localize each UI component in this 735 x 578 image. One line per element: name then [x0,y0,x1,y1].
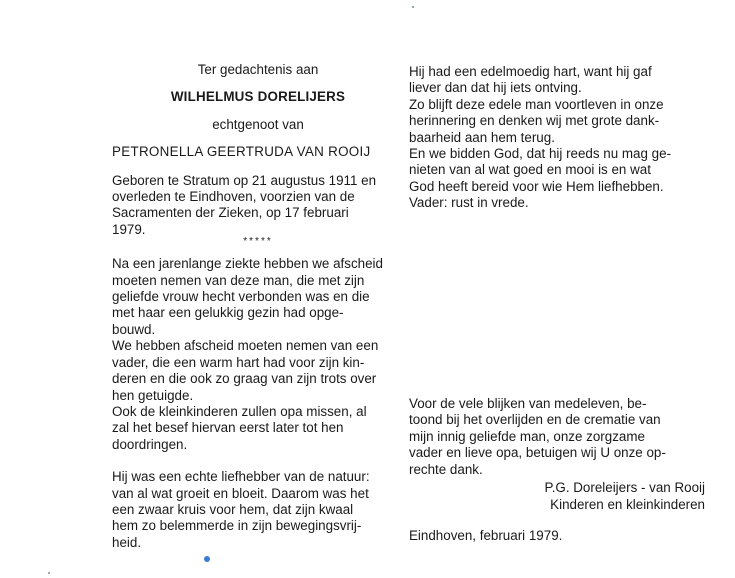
text-line: mijn innig geliefde man, onze zorgzame [409,428,645,444]
text-line: rechte dank. [409,461,483,477]
text-line: Zo blijft deze edele man voortleven in onze [409,96,664,112]
text-line: doordringen. [112,436,188,452]
text-line: Geboren te Stratum op 21 augustus 1911 en [112,172,377,188]
thanks-paragraph [409,396,705,478]
place-date: Eindhoven, februari 1979. [409,528,563,543]
text-line: geliefde vrouw hecht verbonden was en die [112,289,370,305]
text-line: van al wat groeit en bloeit. Daarom was het [112,485,369,501]
paper-speck [48,572,50,574]
left-column [112,62,404,551]
text-line: Voor de vele blijken van medeleven, be- [409,396,647,411]
signature-block [409,479,705,513]
text-line: liever dan dat hij iets ontving. [409,80,582,96]
text-line: Hij had een edelmoedig hart, want hij gaf [409,64,652,79]
text-line: hen getuigde. [112,387,194,403]
text-line: We hebben afscheid moeten nemen van een [112,338,379,354]
deceased-name: WILHELMUS DORELIJERS [170,89,346,105]
birth-death-paragraph [112,173,404,239]
nature-paragraph [112,469,404,551]
text-line: toond bij het overlijden en de crematie van [409,412,661,428]
text-line: met haar een gelukkig gezin had opge- [112,305,344,321]
spouse-name: PETRONELLA GEERTRUDA VAN ROOIJ [112,144,371,160]
text-line: Sacramenten der Zieken, op 17 februari [112,205,349,221]
text-line: hem zo belemmerde in zijn bewegingsvrij- [112,518,362,534]
text-line: God heeft bereid voor wie Hem liefhebben. [409,178,664,194]
text-line: En we bidden God, dat hij reeds nu mag ge- [409,146,672,162]
tribute-paragraph [409,64,705,212]
signature-family: Kinderen en kleinkinderen [550,497,705,512]
text-line: bouwd. [112,321,156,337]
paper-speck [412,6,414,8]
ink-dot [204,556,210,562]
text-line: Hij was een echte liefhebber van de natuur: [112,469,370,485]
text-line: nieten van al wat goed en mooi is en wat [409,162,651,178]
stars-divider: ***** [243,236,273,248]
text-line: Ook de kleinkinderen zullen opa missen, al [112,403,367,419]
text-line: Na een jarenlange ziekte hebben we afscheid [112,256,383,272]
text-line: vader, die een warm hart had voor zijn kin- [112,354,365,370]
text-line: herinnering en denken wij met grote dank- [409,113,660,129]
relation-line: echtgenoot van [212,116,304,132]
farewell-paragraph [112,256,404,453]
right-column [409,64,705,212]
text-line: moeten nemen van deze man, die met zijn [112,272,365,288]
text-line: heid. [112,534,142,550]
text-line: een zwaar kruis voor hem, dat zijn kwaal [112,501,354,517]
text-line: baarheid aan hem terug. [409,129,555,145]
signature-name: P.G. Doreleijers - van Rooij [544,480,705,495]
text-line: zal het besef hiervan eerst later tot hen [112,420,344,436]
text-line: Vader: rust in vrede. [409,195,529,211]
intro-line: Ter gedachtenis aan [197,62,319,77]
text-line: vader en lieve opa, betuigen wij U onze op- [409,445,666,461]
text-line: 1979. [112,221,146,237]
text-line: overleden te Eindhoven, voorzien van de [112,189,355,205]
text-line: deren en die ook zo graag van zijn trots over [112,371,377,387]
